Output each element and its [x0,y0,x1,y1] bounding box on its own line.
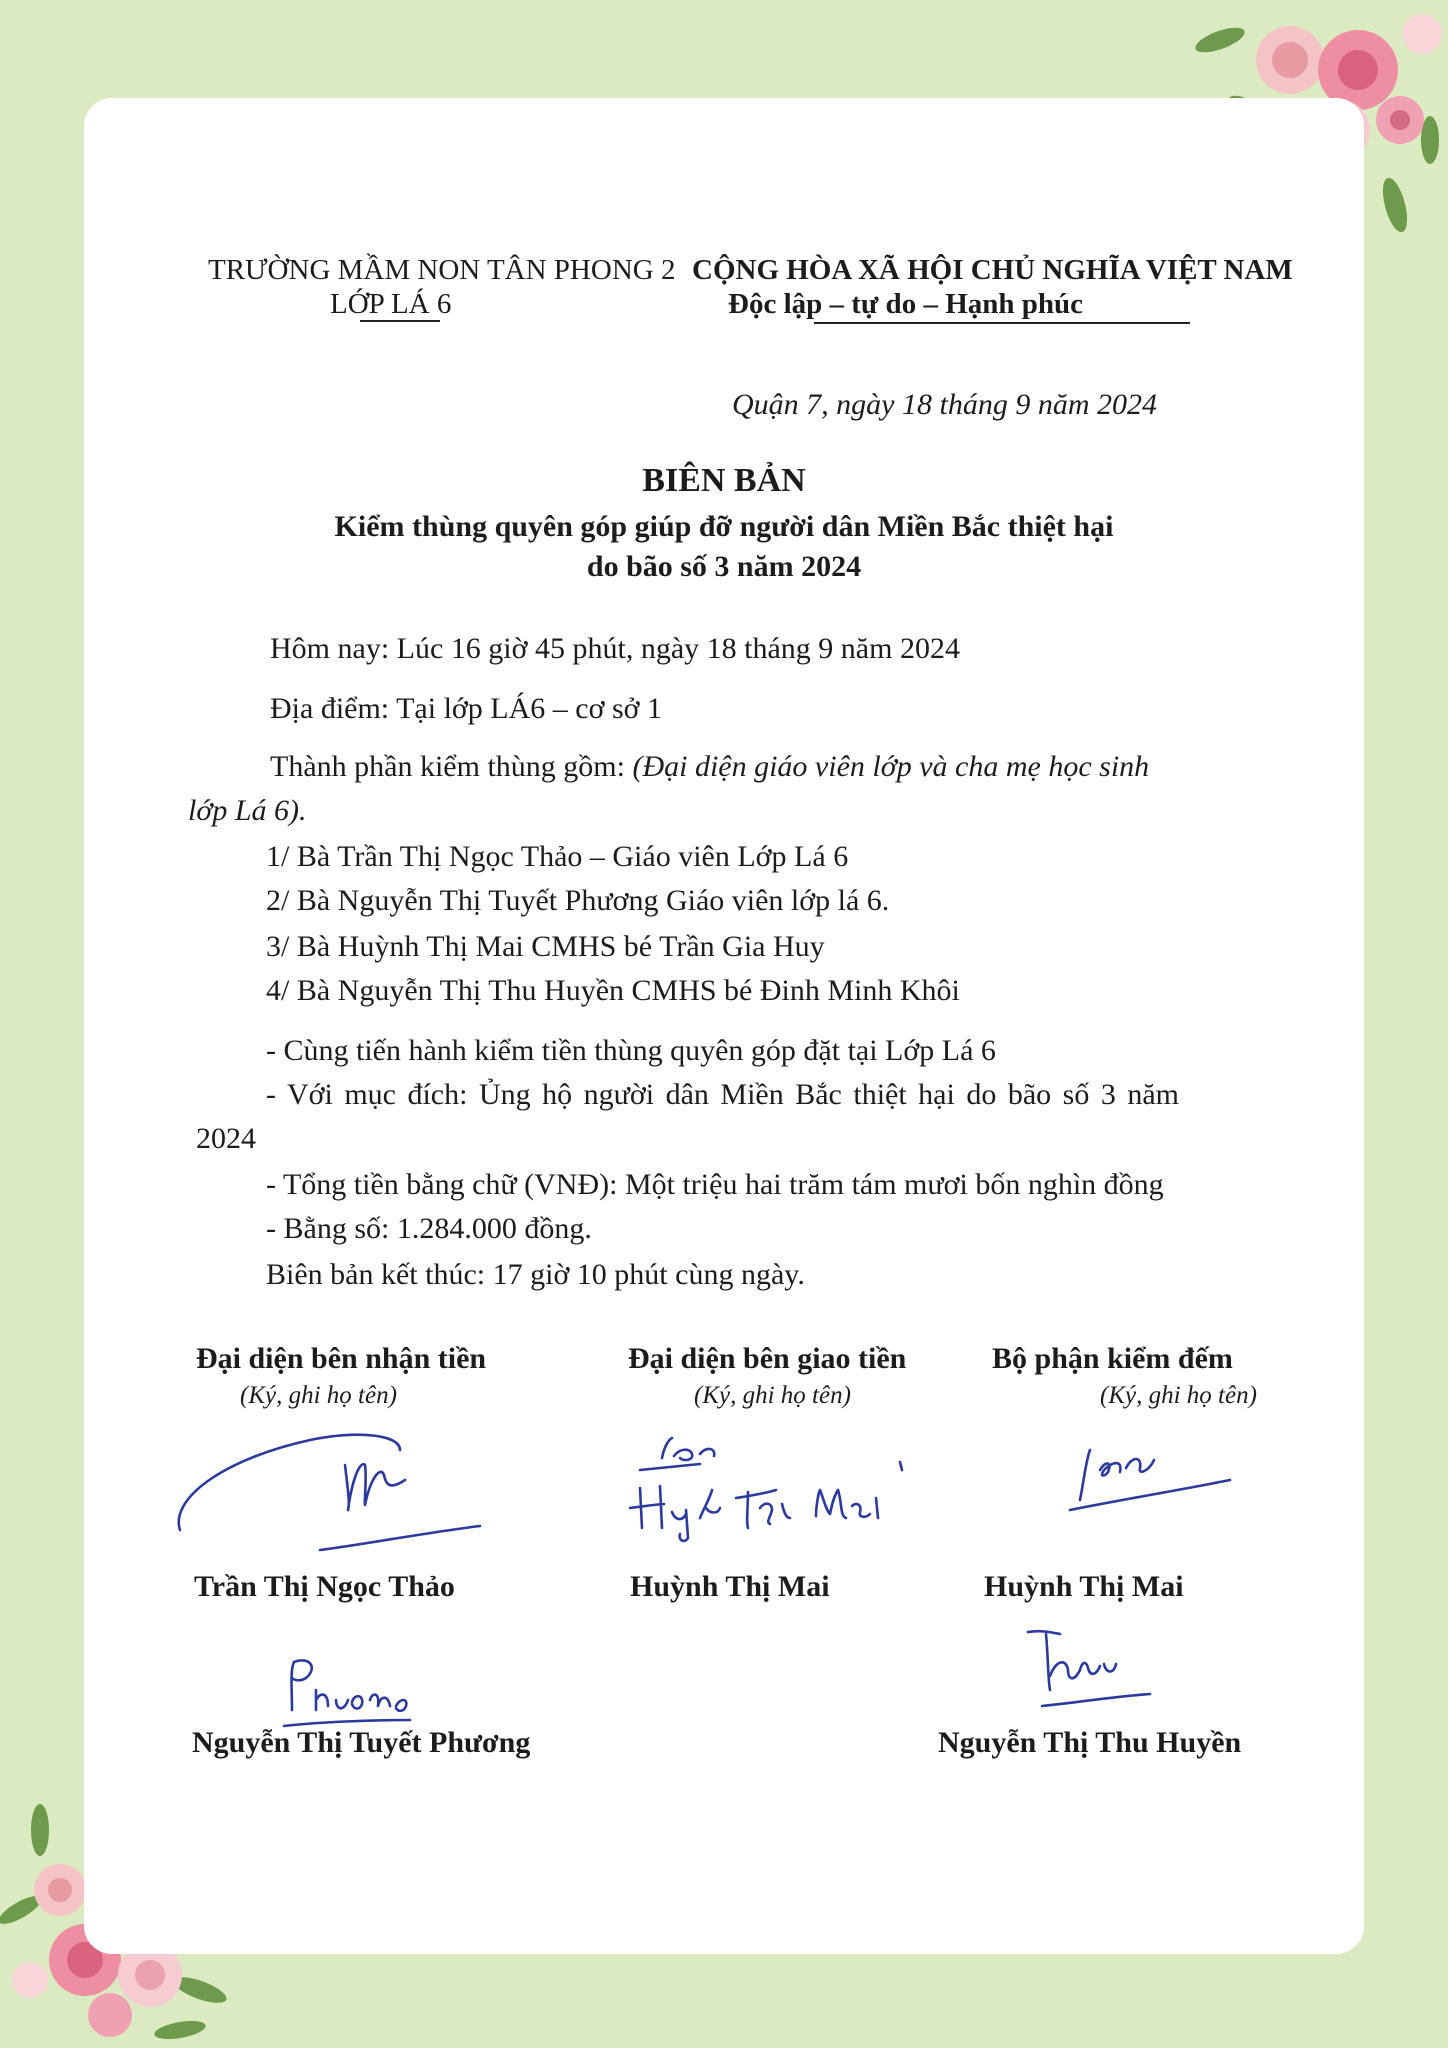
signer-1-name: Trần Thị Ngọc Thảo [194,1570,455,1603]
members-intro [270,750,1149,784]
document-title: BIÊN BẢN [642,462,806,499]
signer-3-name: Huỳnh Thị Mai [984,1570,1184,1603]
signer-4-name: Nguyễn Thị Tuyết Phương [192,1726,531,1759]
signature-huynh-thi-mai-1 [620,1418,920,1548]
action-line: - Cùng tiến hành kiểm tiền thùng quyên góp đặt tại Lớp Lá 6 [266,1034,996,1067]
member-3: 3/ Bà Huỳnh Thị Mai CMHS bé Trần Gia Huy [266,930,825,963]
nation-motto: Độc lập – tự do – Hạnh phúc [728,288,1084,320]
school-name: TRƯỜNG MẦM NON TÂN PHONG 2 [208,254,676,286]
members-note-continued: lớp Lá 6). [188,794,307,827]
document-paper [84,98,1364,1954]
nation-title: CỘNG HÒA XÃ HỘI CHỦ NGHĨA VIỆT NAM [692,254,1293,286]
total-in-number: - Bằng số: 1.284.000 đồng. [266,1212,592,1245]
signer-3-title: Bộ phận kiểm đếm [992,1342,1233,1375]
meeting-time: Hôm nay: Lúc 16 giờ 45 phút, ngày 18 tháng 9 năm 2024 [270,632,960,665]
total-in-words: - Tổng tiền bằng chữ (VNĐ): Một triệu hai trăm tám mươi bốn nghìn đồng [266,1168,1164,1201]
signer-3-hint: (Ký, ghi họ tên) [1100,1382,1257,1409]
signer-2-title: Đại diện bên giao tiền [628,1342,907,1375]
class-name: LỚP LÁ 6 [330,288,452,320]
signature-nguyen-thi-thu-huyen [1020,1610,1170,1720]
signer-2-name: Huỳnh Thị Mai [630,1570,830,1603]
date-line: Quận 7, ngày 18 tháng 9 năm 2024 [732,388,1157,421]
signer-1-hint: (Ký, ghi họ tên) [240,1382,397,1409]
member-1: 1/ Bà Trần Thị Ngọc Thảo – Giáo viên Lớp Lá 6 [266,840,849,873]
end-time: Biên bản kết thúc: 17 giờ 10 phút cùng ngày. [266,1258,805,1291]
members-intro-label: Thành phần kiểm thùng gồm: [270,750,633,783]
members-note: (Đại diện giáo viên lớp và cha mẹ học sinh [632,750,1150,783]
document-subtitle-line-1: Kiểm thùng quyên góp giúp đỡ người dân Miền Bắc thiệt hại [334,510,1114,543]
signer-5-name: Nguyễn Thị Thu Huyền [938,1726,1242,1759]
member-2: 2/ Bà Nguyễn Thị Tuyết Phương Giáo viên lớp lá 6. [266,884,890,917]
signer-1-title: Đại diện bên nhận tiền [196,1342,487,1375]
signer-2-hint: (Ký, ghi họ tên) [694,1382,851,1409]
document-subtitle-line-2: do bão số 3 năm 2024 [586,550,862,583]
signature-tran-thi-ngoc-thao [160,1420,490,1560]
purpose-line-1: - Với mục đích: Ủng hộ người dân Miền Bắc thiệt hại do bão số 3 năm [266,1078,1179,1111]
member-4: 4/ Bà Nguyễn Thị Thu Huyền CMHS bé Đinh Minh Khôi [266,974,960,1007]
motto-underline [814,322,1190,324]
meeting-place: Địa điểm: Tại lớp LÁ6 – cơ sở 1 [270,692,662,725]
signature-huynh-thi-mai-2 [1060,1420,1240,1520]
purpose-line-2: 2024 [196,1122,256,1155]
class-underline [360,320,440,322]
signature-nguyen-thi-tuyet-phuong [280,1650,440,1730]
